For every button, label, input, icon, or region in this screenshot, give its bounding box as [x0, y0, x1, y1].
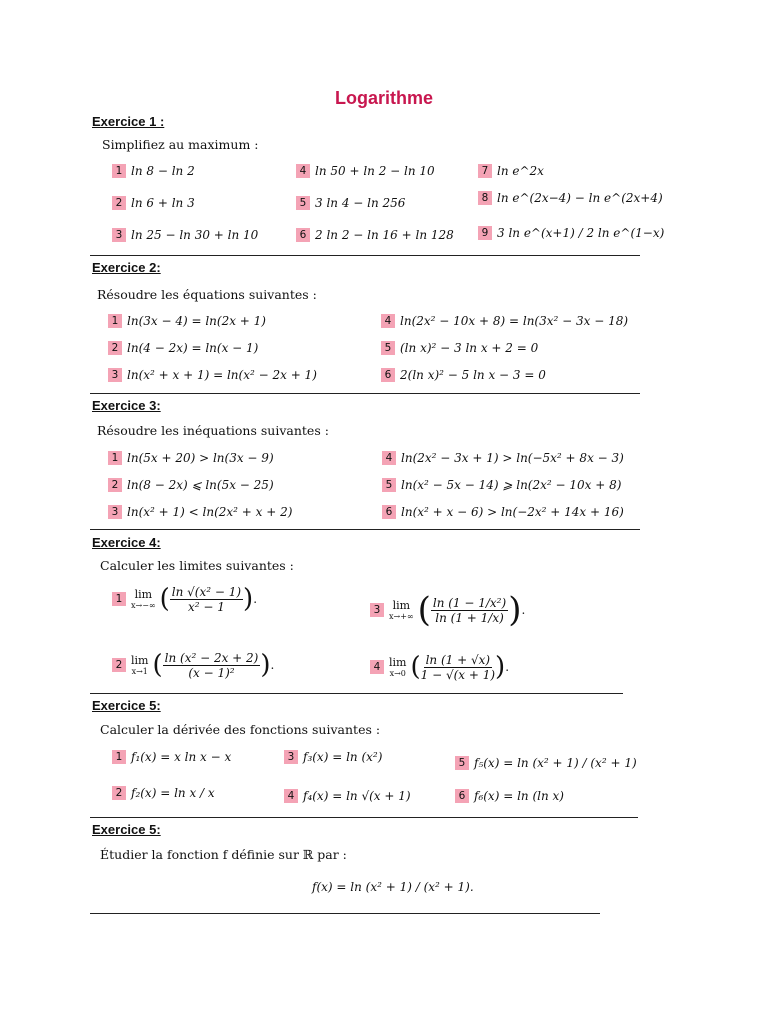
ex3-item-6 [382, 505, 624, 519]
item-number: 4 [381, 314, 395, 328]
ex3-item-4 [382, 451, 624, 465]
ex5-item-6 [455, 789, 564, 803]
item-expression: f₅(x) = ln (x² + 1) / (x² + 1) [474, 756, 637, 770]
item-number: 5 [455, 756, 469, 770]
item-number: 6 [381, 368, 395, 382]
item-expression: f₆(x) = ln (ln x) [474, 789, 564, 803]
item-expression: ln(5x + 20) > ln(3x − 9) [127, 451, 274, 465]
item-expression: f₄(x) = ln √(x + 1) [303, 789, 411, 803]
item-expression: ln(3x − 4) = ln(2x + 1) [127, 314, 266, 328]
close-paren: ) [508, 590, 522, 630]
item-number: 4 [284, 789, 298, 803]
ex4-item-4: 4 lim x→0 ( $\frac{\ln (1 + √x)}{1 - √(x + 1)}$ ) . [370, 652, 509, 682]
ex4-item-2: 2 lim x→1 ( $\frac{\text{ln (x² − 2x + 2)}}{\text{(x − 1)²}}$ ) . [112, 650, 274, 680]
ex2-item-5 [381, 341, 538, 355]
item-number: 3 [284, 750, 298, 764]
ex5-item-3 [284, 750, 382, 764]
item-number: 6 [382, 505, 396, 519]
denominator: (x − 1)² [188, 665, 235, 680]
limit-operator: lim x→−∞ [131, 588, 156, 610]
limit-subscript: x→−∞ [131, 601, 156, 610]
ex1-item-3 [112, 228, 258, 242]
ex1-item-7 [478, 164, 544, 178]
ex5-item-2 [112, 786, 215, 800]
item-expression: 2 ln 2 − ln 16 + ln 128 [315, 228, 454, 242]
ex2-item-3 [108, 368, 317, 382]
item-expression: ln e^2x [497, 164, 544, 178]
item-number: 3 [112, 228, 126, 242]
ex3-item-3 [108, 505, 292, 519]
ex5-intro: Calculer la dérivée des fonctions suivantes : [100, 722, 381, 737]
item-number: 1 [112, 592, 126, 606]
ex1-item-6 [296, 228, 454, 242]
numerator: ln (1 + √x) [425, 652, 491, 667]
ex6-formula [312, 880, 474, 894]
item-expression: ln 25 − ln 30 + ln 10 [131, 228, 259, 242]
item-expression: ln(2x² − 10x + 8) = ln(3x² − 3x − 18) [400, 314, 629, 328]
ex4-intro: Calculer les limites suivantes : [100, 558, 294, 573]
item-expression: ln(4 − 2x) = ln(x − 1) [127, 341, 259, 355]
close-paren: ) [260, 650, 271, 680]
item-expression: ln(2x² − 3x + 1) > ln(−5x² + 8x − 3) [401, 451, 624, 465]
limit-operator: lim x→1 [131, 654, 149, 676]
denominator: ln (1 + 1/x) [435, 610, 504, 625]
item-expression: f₁(x) = x ln x − x [131, 750, 232, 764]
ex5-item-1 [112, 750, 231, 764]
ex2-item-4 [381, 314, 628, 328]
ex1-item-4 [296, 164, 435, 178]
ex3-item-1 [108, 451, 274, 465]
item-expression: ln 8 − ln 2 [131, 164, 195, 178]
item-number: 5 [382, 478, 396, 492]
limit-operator: lim x→+∞ [389, 599, 414, 621]
limit-subscript: x→0 [389, 669, 406, 678]
denominator: x² − 1 [187, 599, 225, 614]
item-number: 4 [296, 164, 310, 178]
item-number: 2 [108, 341, 122, 355]
fraction [431, 596, 508, 625]
item-number: 6 [455, 789, 469, 803]
item-expression: ln(x² + x + 1) = ln(x² − 2x + 1) [127, 368, 317, 382]
ex1-item-5 [296, 196, 405, 210]
ex2-title: Exercice 2: [92, 260, 161, 275]
item-expression: 3 ln 4 − ln 256 [315, 196, 406, 210]
item-number: 2 [112, 786, 126, 800]
ex6-divider [90, 913, 600, 914]
ex5-title: Exercice 5: [92, 698, 161, 713]
fraction [163, 651, 261, 680]
item-expression: (ln x)² − 3 ln x + 2 = 0 [400, 341, 539, 355]
item-number: 3 [370, 603, 384, 617]
item-expression: ln 50 + ln 2 − ln 10 [315, 164, 435, 178]
item-number: 1 [108, 451, 122, 465]
numerator: ln √(x² − 1) [171, 584, 242, 599]
ex2-item-6 [381, 368, 546, 382]
item-number: 4 [382, 451, 396, 465]
ex1-item-2 [112, 196, 195, 210]
open-paren: ( [417, 590, 431, 630]
ex4-item-3: 3 lim x→+∞ ( $\frac{\text{ln (1 − 1/x²)}}{\ln (1 + 1/x)}$ ) . [370, 590, 525, 630]
ex2-item-1 [108, 314, 266, 328]
item-number: 5 [381, 341, 395, 355]
open-paren: ( [152, 650, 163, 680]
item-expression: ln(8 − 2x) ⩽ ln(5x − 25) [127, 478, 274, 492]
ex3-divider [90, 529, 640, 530]
open-paren: ( [159, 584, 170, 614]
ex5-item-4 [284, 789, 411, 803]
item-number: 3 [108, 368, 122, 382]
item-number: 3 [108, 505, 122, 519]
item-expression: ln 6 + ln 3 [131, 196, 195, 210]
ex1-intro: Simplifiez au maximum : [102, 137, 259, 152]
numerator: ln (x² − 2x + 2) [164, 650, 259, 665]
item-expression: f₃(x) = ln (x²) [303, 750, 383, 764]
ex6-title: Exercice 5: [92, 822, 161, 837]
item-number: 6 [296, 228, 310, 242]
fraction [421, 653, 495, 682]
item-number: 5 [296, 196, 310, 210]
denominator: 1 − √(x + 1) [420, 667, 496, 682]
ex2-divider [90, 393, 640, 394]
ex1-item-1 [112, 164, 195, 178]
item-expression: ln(x² − 5x − 14) ⩾ ln(2x² − 10x + 8) [401, 478, 622, 492]
item-number: 1 [112, 164, 126, 178]
ex4-title: Exercice 4: [92, 535, 161, 550]
item-number: 8 [478, 191, 492, 205]
item-expression: ln(x² + 1) < ln(2x² + x + 2) [127, 505, 293, 519]
limit-operator: lim x→0 [389, 656, 407, 678]
close-paren: ) [243, 584, 254, 614]
item-expression: 3 ln e^(x+1) / 2 ln e^(1−x) [497, 226, 665, 240]
item-number: 2 [112, 658, 126, 672]
ex4-item-1: 1 lim x→−∞ ( $\frac{\text{ln √(x² − 1)}}{\text{x² − 1}}$ ) . [112, 584, 257, 614]
ex2-intro: Résoudre les équations suivantes : [97, 287, 317, 302]
fraction [170, 585, 243, 614]
ex1-item-8 [478, 191, 663, 205]
item-expression: ln e^(2x−4) − ln e^(2x+4) [497, 191, 663, 205]
page-title: Logarithme [334, 88, 433, 108]
ex2-item-2 [108, 341, 258, 355]
item-number: 2 [108, 478, 122, 492]
ex3-item-2 [108, 478, 274, 492]
item-expression: ln(x² + x − 6) > ln(−2x² + 14x + 16) [401, 505, 624, 519]
item-number: 1 [112, 750, 126, 764]
item-number: 1 [108, 314, 122, 328]
item-number: 9 [478, 226, 492, 240]
ex1-item-9 [478, 226, 664, 240]
open-paren: ( [410, 652, 421, 682]
formula-expression: f(x) = ln (x² + 1) / (x² + 1). [312, 880, 474, 894]
item-number: 4 [370, 660, 384, 674]
item-number: 7 [478, 164, 492, 178]
ex3-title: Exercice 3: [92, 398, 161, 413]
ex1-title: Exercice 1 : [92, 114, 165, 129]
numerator: ln (1 − 1/x²) [432, 595, 507, 610]
limit-subscript: x→1 [131, 667, 148, 676]
item-expression: 2(ln x)² − 5 ln x − 3 = 0 [400, 368, 546, 382]
ex6-intro: Étudier la fonction f définie sur ℝ par : [100, 847, 347, 862]
item-expression: f₂(x) = ln x / x [131, 786, 215, 800]
ex1-divider [90, 255, 640, 256]
item-number: 2 [112, 196, 126, 210]
ex5-item-5 [455, 756, 637, 770]
limit-subscript: x→+∞ [389, 612, 414, 621]
ex3-item-5 [382, 478, 621, 492]
ex3-intro: Résoudre les inéquations suivantes : [97, 423, 329, 438]
ex5-divider [90, 817, 638, 818]
close-paren: ) [495, 652, 506, 682]
ex4-divider [90, 693, 623, 694]
